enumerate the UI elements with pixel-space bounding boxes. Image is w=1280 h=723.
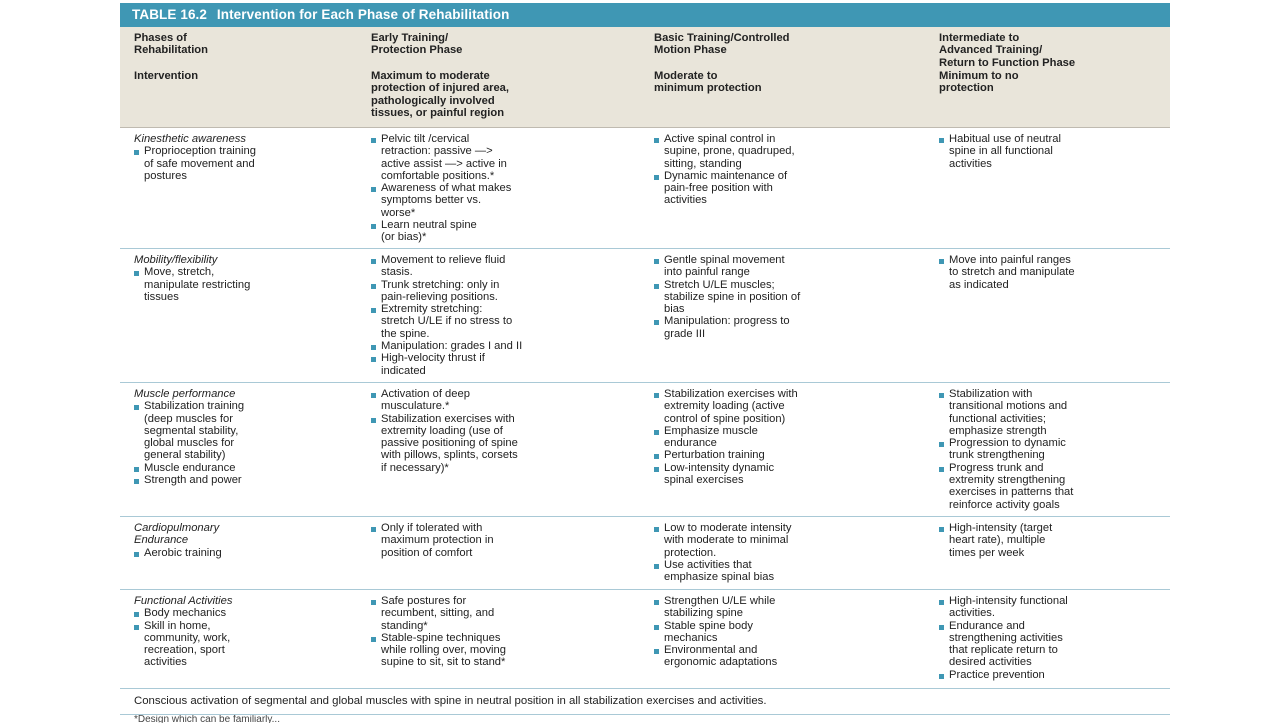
bullet-item: Emphasize muscle endurance: [654, 425, 925, 450]
bullet-item: High-velocity thrust if indicated: [371, 352, 640, 377]
bullet-list: [134, 607, 363, 668]
bullet-item: Movement to relieve fluid stasis.: [371, 254, 640, 279]
bullet-list: [371, 522, 640, 559]
bullet-item: Stabilization exercises with extremity loading (active control of spine position): [654, 388, 925, 425]
bullet-list: [134, 266, 363, 303]
row-category: Functional Activities: [134, 595, 233, 607]
table-number: TABLE 16.2: [132, 7, 208, 22]
header-intervention-label: Intervention: [134, 70, 199, 82]
table-wrapper: [120, 3, 1170, 723]
bullet-item: Move, stretch, manipulate restricting tissues: [134, 266, 363, 303]
header-basic-protection: Moderate to minimum protection: [654, 70, 762, 95]
row-cell-basic: [640, 517, 925, 589]
bullet-item: Proprioception training of safe movement and postures: [134, 145, 363, 182]
bullet-item: Activation of deep musculature.*: [371, 388, 640, 413]
row-category: Mobility/flexibility: [134, 254, 218, 266]
header-early-protection: Maximum to moderate protection of injured area, pathologically involved tissues, or painful region: [371, 70, 509, 119]
row-cell-intervention: [120, 128, 363, 248]
row-cell-intervention: [120, 249, 363, 382]
bullet-item: Extremity stretching: stretch U/LE if no stress to the spine.: [371, 303, 640, 340]
bullet-item: Skill in home, community, work, recreation, sport activities: [134, 620, 363, 669]
bullet-item: Practice prevention: [939, 669, 1170, 681]
row-cell-basic: [640, 383, 925, 516]
bullet-list: [134, 547, 363, 559]
bullet-item: Only if tolerated with maximum protection in position of comfort: [371, 522, 640, 559]
bullet-list: [371, 388, 640, 474]
row-cell-early: [363, 383, 640, 516]
table-row: [120, 383, 1170, 517]
bullet-item: Aerobic training: [134, 547, 363, 559]
header-basic-label: Basic Training/Controlled Motion Phase: [654, 32, 790, 57]
bullet-item: Stable-spine techniques while rolling over, moving supine to sit, sit to stand*: [371, 632, 640, 669]
bullet-item: Strengthen U/LE while stabilizing spine: [654, 595, 925, 620]
bullet-list: [134, 145, 363, 182]
row-cell-advanced: [925, 249, 1170, 382]
row-cell-intervention: [120, 383, 363, 516]
table-footer-note: Conscious activation of segmental and global muscles with spine in neutral position in all stabilization exercises and activities.: [120, 689, 1170, 715]
bullet-item: Perturbation training: [654, 449, 925, 461]
row-cell-early: [363, 517, 640, 589]
bullet-item: Stable spine body mechanics: [654, 620, 925, 645]
bullet-item: Low-intensity dynamic spinal exercises: [654, 462, 925, 487]
bullet-list: [654, 254, 925, 340]
row-cell-early: [363, 128, 640, 248]
row-cell-basic: [640, 590, 925, 688]
row-cell-advanced: [925, 128, 1170, 248]
header-col-advanced: [925, 27, 1170, 127]
bullet-item: Body mechanics: [134, 607, 363, 619]
header-advanced-protection: Minimum to no protection: [939, 70, 1019, 95]
bullet-item: Learn neutral spine (or bias)*: [371, 219, 640, 244]
table-header: [120, 27, 1170, 128]
row-cell-early: [363, 249, 640, 382]
row-cell-basic: [640, 128, 925, 248]
bullet-item: Use activities that emphasize spinal bias: [654, 559, 925, 584]
row-category: Kinesthetic awareness: [134, 133, 246, 145]
bullet-item: Pelvic tilt /cervical retraction: passive —> active assist —> active in comfortable positions.*: [371, 133, 640, 182]
bullet-item: Trunk stretching: only in pain-relieving positions.: [371, 279, 640, 304]
bullet-item: Muscle endurance: [134, 462, 363, 474]
bullet-list: [939, 133, 1170, 170]
row-cell-early: [363, 590, 640, 688]
bullet-item: Environmental and ergonomic adaptations: [654, 644, 925, 669]
bullet-list: [371, 254, 640, 377]
bullet-item: Move into painful ranges to stretch and manipulate as indicated: [939, 254, 1170, 291]
table-title: Intervention for Each Phase of Rehabilitation: [216, 7, 510, 22]
table-title-bar: [120, 3, 1170, 27]
bullet-item: Stabilization training (deep muscles for segmental stability, global muscles for general stability): [134, 400, 363, 461]
table-row: [120, 590, 1170, 689]
header-advanced-label: Intermediate to Advanced Training/ Return to Function Phase: [939, 32, 1076, 69]
bullet-list: [654, 522, 925, 583]
header-col-basic: [640, 27, 925, 127]
row-cell-advanced: [925, 590, 1170, 688]
bullet-item: Active spinal control in supine, prone, quadruped, sitting, standing: [654, 133, 925, 170]
header-col-phases: [120, 27, 363, 127]
header-early-label: Early Training/ Protection Phase: [371, 32, 463, 57]
table-row: [120, 128, 1170, 249]
bullet-item: Strength and power: [134, 474, 363, 486]
bullet-list: [939, 522, 1170, 559]
row-category: Cardiopulmonary Endurance: [134, 522, 220, 547]
row-cell-intervention: [120, 590, 363, 688]
bullet-item: Progress trunk and extremity strengthening exercises in patterns that reinforce activity goals: [939, 462, 1170, 511]
bullet-item: Habitual use of neutral spine in all functional activities: [939, 133, 1170, 170]
bullet-item: Awareness of what makes symptoms better vs. worse*: [371, 182, 640, 219]
row-cell-advanced: [925, 517, 1170, 589]
row-category: Muscle performance: [134, 388, 236, 400]
bullet-item: Stretch U/LE muscles; stabilize spine in position of bias: [654, 279, 925, 316]
bullet-item: Manipulation: grades I and II: [371, 340, 640, 352]
bullet-list: [134, 400, 363, 486]
bullet-item: High-intensity (target heart rate), multiple times per week: [939, 522, 1170, 559]
bullet-list: [939, 388, 1170, 511]
bullet-list: [371, 595, 640, 669]
row-cell-intervention: [120, 517, 363, 589]
bullet-item: Progression to dynamic trunk strengthening: [939, 437, 1170, 462]
bullet-list: [654, 595, 925, 669]
bullet-item: Low to moderate intensity with moderate to minimal protection.: [654, 522, 925, 559]
bullet-item: Manipulation: progress to grade III: [654, 315, 925, 340]
table-row: [120, 249, 1170, 383]
bullet-item: Safe postures for recumbent, sitting, and standing*: [371, 595, 640, 632]
header-phases-label: Phases of Rehabilitation: [134, 32, 208, 57]
bullet-list: [371, 133, 640, 244]
row-cell-basic: [640, 249, 925, 382]
bullet-item: Stabilization with transitional motions and functional activities; emphasize strength: [939, 388, 1170, 437]
bullet-list: [939, 595, 1170, 681]
bullet-item: High-intensity functional activities.: [939, 595, 1170, 620]
table-footnote: *Design which can be familiarly...: [134, 715, 280, 723]
row-cell-advanced: [925, 383, 1170, 516]
bullet-item: Stabilization exercises with extremity loading (use of passive positioning of spine with pillows, splints, corsets if necessary)*: [371, 413, 640, 474]
bullet-list: [939, 254, 1170, 291]
header-col-early: [363, 27, 640, 127]
bullet-item: Endurance and strengthening activities that replicate return to desired activities: [939, 620, 1170, 669]
bullet-item: Dynamic maintenance of pain-free position with activities: [654, 170, 925, 207]
bullet-list: [654, 388, 925, 486]
bullet-list: [654, 133, 925, 207]
table-row: [120, 517, 1170, 590]
bullet-item: Gentle spinal movement into painful range: [654, 254, 925, 279]
